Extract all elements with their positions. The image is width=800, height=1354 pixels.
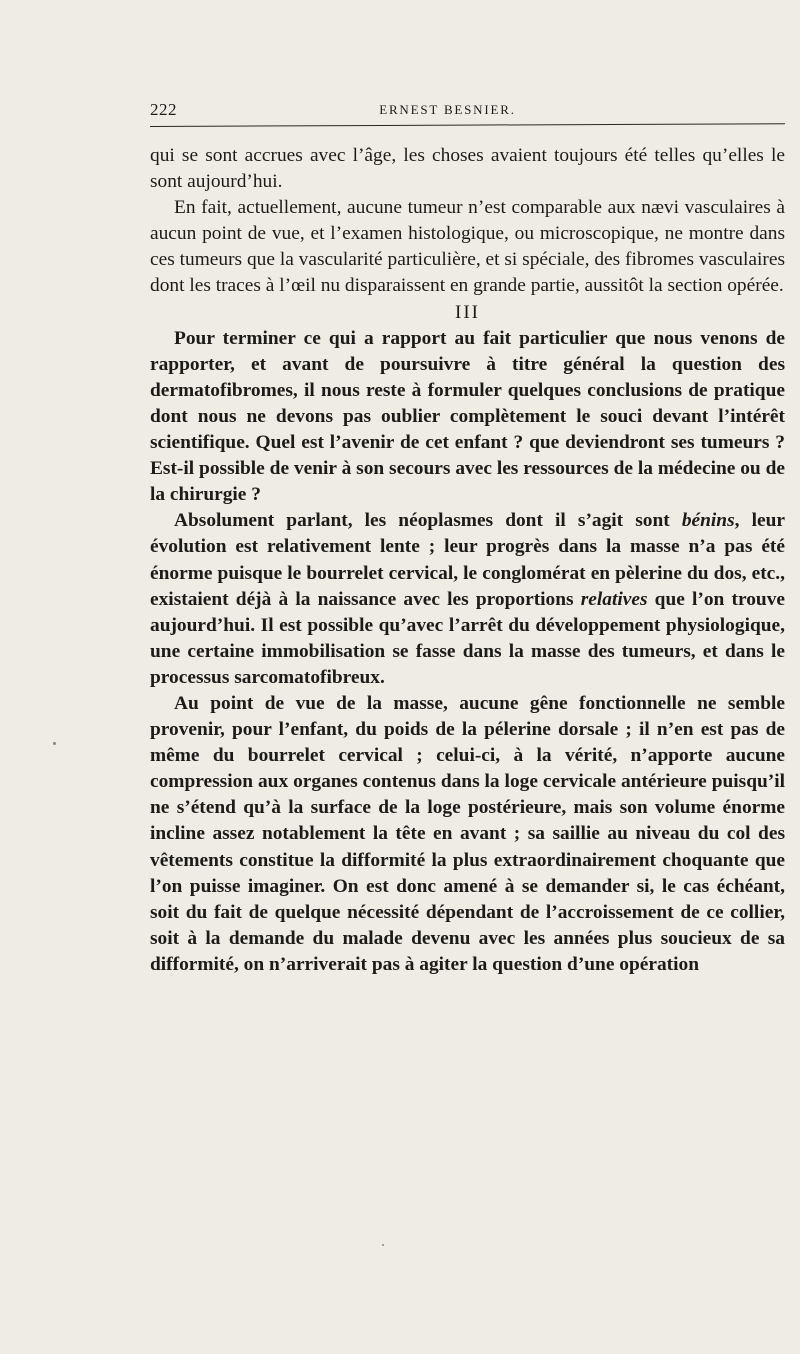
page-number: 222 (150, 100, 177, 119)
body-text (150, 143, 785, 978)
text-run: , leur évolution est relativement lente ; leur progrès dans la masse n’a pas été énorme puisque le bourrelet cervical, le conglomérat en pèlerine du dos, etc., existaient déjà à la naissance avec les proportions (150, 510, 785, 610)
running-head: ERNEST BESNIER. (379, 102, 516, 117)
section-heading: III (455, 301, 480, 323)
page-header (150, 100, 785, 124)
text-run: Absolument parlant, les néoplasmes dont il s’agit sont (174, 510, 682, 532)
paragraph-neoplasms (150, 508, 785, 691)
paper-speck (53, 742, 56, 745)
emphasis-benins: bénins (681, 510, 735, 532)
emphasis-relatives: relatives (580, 588, 648, 610)
paragraph-mass: Au point de vue de la masse, aucune gêne fonctionnelle ne semble provenir, pour l’enfant, du poids de la pélerine dorsale ; il n’en est pas de même du bourrelet cervical ; celui-ci, à la vérité, n’apporte aucune compression aux organes contenus dans la loge cervicale antérieure puisqu’il ne s’étend qu’à la surface de la loge postérieure, mais son volume énorme incline assez notablement la tête en avant ; sa saillie au niveau du col des vêtements constitue la difformité la plus extraordinairement choquante que l’on puisse imaginer. On est donc amené à se demander si, le cas échéant, soit du fait de quelque nécessité dépendant de l’accroissement de ce collier, soit à la demande du malade devenu avec les années plus soucieux de sa difformité, on n’arriverait pas à agiter la question d’une opération (150, 692, 785, 975)
paragraph-continuation: qui se sont accrues avec l’âge, les choses avaient toujours été telles qu’elles le sont aujourd’hui. (150, 145, 785, 193)
paragraph-naevi: En fait, actuellement, aucune tumeur n’est comparable aux nævi vasculaires à aucun point de vue, et l’examen histologique, ou microscopique, ne montre dans ces tumeurs que la vascularité particulière, et si spéciale, des fibromes vasculaires dont les traces à l’œil nu disparaissent en grande partie, aussitôt la section opérée. (150, 197, 785, 297)
paper-speck (382, 1244, 384, 1246)
text-run: que l’on trouve aujourd’hui. Il est possible qu’avec l’arrêt du développement physiologique, une certaine immobilisation se fasse dans la masse des tumeurs, et dans le processus sarcomatofibreux. (150, 588, 785, 688)
paragraph-conclusions: Pour terminer ce qui a rapport au fait particulier que nous venons de rapporter, et avant de poursuivre à titre général la question des dermatofibromes, il nous reste à formuler quelques conclusions de pratique dont nous ne devons pas oublier complètement le souci devant l’intérêt scientifique. Quel est l’avenir de cet enfant ? que deviendront ses tumeurs ? Est-il possible de venir à son secours avec les ressources de la médecine ou de la chirurgie ? (150, 327, 785, 506)
